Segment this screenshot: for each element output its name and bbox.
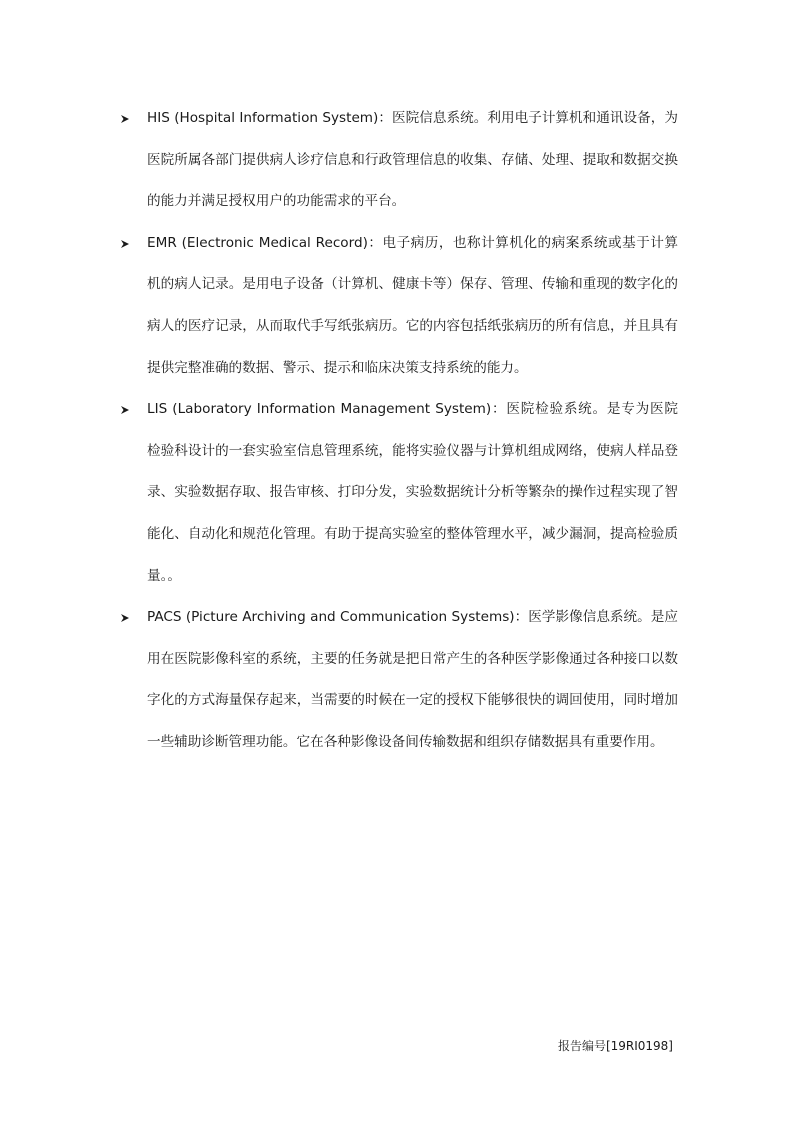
list-item-lis: [118, 389, 678, 597]
arrowhead-bullet-icon: [118, 389, 132, 431]
list-item-pacs: [118, 597, 678, 763]
list-item-text: LIS (Laboratory Information Management System)：医院检验系统。是专为医院检验科设计的一套实验室信息管理系统，能将实验仪器与计算机组成网络，使病人样品登录、实验数据存取、报告审核、打印分发，实验数据统计分析等繁杂的操作过程实现了智能化、自动化和规范化管理。有助于提高实验室的整体管理水平，减少漏洞，提高检验质量。。: [147, 401, 678, 584]
arrowhead-bullet-icon: [118, 98, 132, 140]
term-definition-list: [118, 98, 678, 764]
arrowhead-bullet-icon: [118, 223, 132, 265]
list-item-his: [118, 98, 678, 223]
list-item-text: EMR (Electronic Medical Record)：电子病历，也称计算机化的病案系统或基于计算机的病人记录。是用电子设备（计算机、健康卡等）保存、管理、传输和重现的数字化的病人的医疗记录，从而取代手写纸张病历。它的内容包括纸张病历的所有信息，并且具有提供完整准确的数据、警示、提示和临床决策支持系统的能力。: [147, 234, 678, 376]
report-number-footer: 报告编号[19RI0198]: [557, 1039, 673, 1053]
list-item-text: HIS (Hospital Information System)：医院信息系统。利用电子计算机和通讯设备，为医院所属各部门提供病人诊疗信息和行政管理信息的收集、存储、处理、提取和数据交换的能力并满足授权用户的功能需求的平台。: [147, 110, 678, 210]
list-item-emr: [118, 223, 678, 389]
list-item-text: PACS (Picture Archiving and Communication Systems)：医学影像信息系统。是应用在医院影像科室的系统，主要的任务就是把日常产生的各种医学影像通过各种接口以数字化的方式海量保存起来，当需要的时候在一定的授权下能够很快的调回使用，同时增加一些辅助诊断管理功能。它在各种影像设备间传输数据和组织存储数据具有重要作用。: [147, 609, 678, 750]
arrowhead-bullet-icon: [118, 597, 132, 639]
